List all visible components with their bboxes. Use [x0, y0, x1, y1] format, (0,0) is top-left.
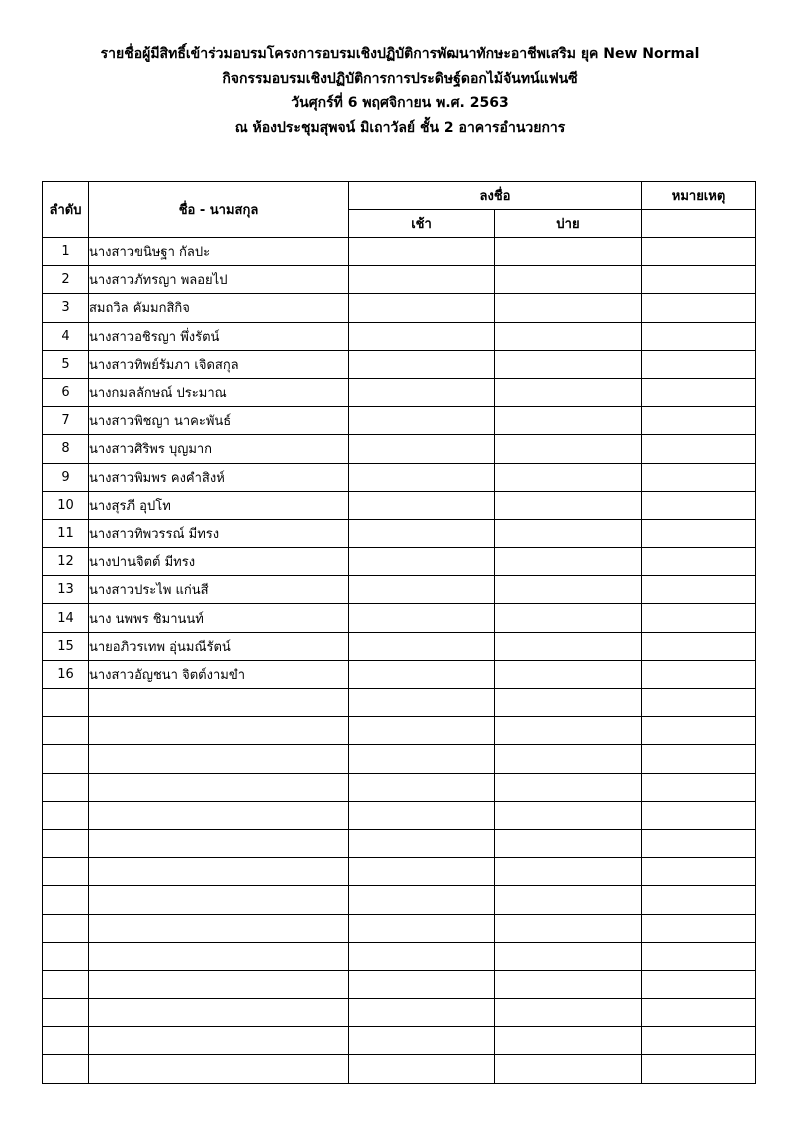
attendee-name	[89, 829, 349, 857]
morning-signature-cell	[349, 745, 495, 773]
morning-signature-cell	[349, 660, 495, 688]
event-venue: ณ ห้องประชุมสุพจน์ มิเถาวัลย์ ชั้น 2 อาคารอำนวยการ	[234, 119, 566, 136]
table-row	[43, 435, 756, 463]
table-row	[43, 632, 756, 660]
row-number: 5	[43, 350, 89, 378]
table-row	[43, 463, 756, 491]
attendee-name: นาง นพพร ชิมานนท์	[89, 604, 349, 632]
afternoon-signature-cell	[495, 970, 642, 998]
remark-cell	[642, 773, 756, 801]
table-row	[43, 801, 756, 829]
remark-cell	[642, 604, 756, 632]
remark-cell	[642, 491, 756, 519]
afternoon-signature-cell	[495, 238, 642, 266]
morning-signature-cell	[349, 886, 495, 914]
row-number	[43, 773, 89, 801]
attendee-name: นางสาวอชิรญา พึ่งรัตน์	[89, 322, 349, 350]
attendee-name: นางสาวทิพย์รัมภา เจิดสกุล	[89, 350, 349, 378]
morning-signature-cell	[349, 604, 495, 632]
table-row	[43, 407, 756, 435]
row-number: 11	[43, 519, 89, 547]
afternoon-signature-cell	[495, 604, 642, 632]
attendee-name	[89, 717, 349, 745]
table-row	[43, 519, 756, 547]
document-title: รายชื่อผู้มีสิทธิ์เข้าร่วมอบรมโครงการอบรมเชิงปฏิบัติการพัฒนาทักษะอาชีพเสริม ยุค New Normal	[100, 46, 700, 62]
afternoon-signature-cell	[495, 858, 642, 886]
afternoon-signature-cell	[495, 1027, 642, 1055]
column-header-sign: ลงชื่อ	[349, 182, 642, 210]
table-row	[43, 999, 756, 1027]
remark-cell	[642, 858, 756, 886]
attendee-name	[89, 745, 349, 773]
morning-signature-cell	[349, 576, 495, 604]
table-row	[43, 773, 756, 801]
remark-subheader-cell	[642, 210, 756, 238]
attendee-name: นางกมลลักษณ์ ประมาณ	[89, 378, 349, 406]
afternoon-signature-cell	[495, 463, 642, 491]
table-row	[43, 886, 756, 914]
remark-cell	[642, 378, 756, 406]
row-number	[43, 970, 89, 998]
attendee-name	[89, 914, 349, 942]
afternoon-signature-cell	[495, 717, 642, 745]
activity-title: กิจกรรมอบรมเชิงปฏิบัติการการประดิษฐ์ดอกไม้จันทน์แฟนซี	[222, 70, 578, 87]
morning-signature-cell	[349, 294, 495, 322]
remark-cell	[642, 717, 756, 745]
remark-cell	[642, 407, 756, 435]
table-row	[43, 829, 756, 857]
morning-signature-cell	[349, 491, 495, 519]
afternoon-signature-cell	[495, 378, 642, 406]
attendee-name	[89, 801, 349, 829]
attendee-name	[89, 1055, 349, 1083]
morning-signature-cell	[349, 970, 495, 998]
attendee-name	[89, 689, 349, 717]
attendee-name	[89, 773, 349, 801]
morning-signature-cell	[349, 632, 495, 660]
remark-cell	[642, 519, 756, 547]
morning-signature-cell	[349, 322, 495, 350]
afternoon-signature-cell	[495, 519, 642, 547]
row-number: 12	[43, 548, 89, 576]
morning-signature-cell	[349, 548, 495, 576]
morning-signature-cell	[349, 435, 495, 463]
remark-cell	[642, 1055, 756, 1083]
remark-cell	[642, 689, 756, 717]
row-number	[43, 801, 89, 829]
attendee-name	[89, 970, 349, 998]
table-row	[43, 266, 756, 294]
afternoon-signature-cell	[495, 999, 642, 1027]
afternoon-signature-cell	[495, 689, 642, 717]
remark-cell	[642, 576, 756, 604]
row-number: 8	[43, 435, 89, 463]
morning-signature-cell	[349, 914, 495, 942]
remark-cell	[642, 266, 756, 294]
row-number: 16	[43, 660, 89, 688]
row-number: 2	[43, 266, 89, 294]
morning-signature-cell	[349, 519, 495, 547]
table-row	[43, 717, 756, 745]
remark-cell	[642, 632, 756, 660]
row-number	[43, 942, 89, 970]
table-row	[43, 660, 756, 688]
morning-signature-cell	[349, 999, 495, 1027]
morning-signature-cell	[349, 238, 495, 266]
afternoon-signature-cell	[495, 548, 642, 576]
table-row	[43, 942, 756, 970]
attendee-name	[89, 999, 349, 1027]
morning-signature-cell	[349, 1027, 495, 1055]
table-row	[43, 604, 756, 632]
row-number	[43, 689, 89, 717]
afternoon-signature-cell	[495, 576, 642, 604]
attendee-name	[89, 858, 349, 886]
attendee-name: นางสาวภัทรญา พลอยไป	[89, 266, 349, 294]
remark-cell	[642, 350, 756, 378]
morning-signature-cell	[349, 463, 495, 491]
afternoon-signature-cell	[495, 294, 642, 322]
morning-signature-cell	[349, 829, 495, 857]
remark-cell	[642, 914, 756, 942]
morning-signature-cell	[349, 407, 495, 435]
afternoon-signature-cell	[495, 914, 642, 942]
attendee-name: นางปานจิตต์ มีทรง	[89, 548, 349, 576]
remark-cell	[642, 886, 756, 914]
table-row	[43, 970, 756, 998]
attendee-name: นางสาวขนิษฐา กัลปะ	[89, 238, 349, 266]
remark-cell	[642, 294, 756, 322]
remark-cell	[642, 238, 756, 266]
row-number: 1	[43, 238, 89, 266]
row-number: 6	[43, 378, 89, 406]
afternoon-signature-cell	[495, 407, 642, 435]
table-row	[43, 689, 756, 717]
table-row	[43, 238, 756, 266]
row-number	[43, 914, 89, 942]
afternoon-signature-cell	[495, 632, 642, 660]
attendee-name: นางสาวอัญชนา จิตต์งามขำ	[89, 660, 349, 688]
table-row	[43, 1055, 756, 1083]
column-header-name: ชื่อ - นามสกุล	[89, 182, 349, 238]
afternoon-signature-cell	[495, 660, 642, 688]
remark-cell	[642, 463, 756, 491]
table-header-row	[43, 182, 756, 210]
attendee-name: นายอภิวรเทพ อุ่นมณีรัตน์	[89, 632, 349, 660]
remark-cell	[642, 435, 756, 463]
table-row	[43, 294, 756, 322]
afternoon-signature-cell	[495, 435, 642, 463]
morning-signature-cell	[349, 689, 495, 717]
afternoon-signature-cell	[495, 491, 642, 519]
table-row	[43, 1027, 756, 1055]
attendee-name: นางสุรภี อุปโท	[89, 491, 349, 519]
attendee-name	[89, 1027, 349, 1055]
remark-cell	[642, 660, 756, 688]
table-row	[43, 576, 756, 604]
row-number	[43, 886, 89, 914]
row-number	[43, 829, 89, 857]
attendee-name	[89, 886, 349, 914]
row-number: 4	[43, 322, 89, 350]
row-number: 13	[43, 576, 89, 604]
morning-signature-cell	[349, 942, 495, 970]
afternoon-signature-cell	[495, 1055, 642, 1083]
column-header-afternoon: บ่าย	[495, 210, 642, 238]
remark-cell	[642, 829, 756, 857]
row-number	[43, 858, 89, 886]
remark-cell	[642, 942, 756, 970]
morning-signature-cell	[349, 266, 495, 294]
remark-cell	[642, 801, 756, 829]
attendee-name: นางสาวทิพวรรณ์ มีทรง	[89, 519, 349, 547]
remark-cell	[642, 745, 756, 773]
afternoon-signature-cell	[495, 322, 642, 350]
attendee-name: นางสาวพิชญา นาคะพันธ์	[89, 407, 349, 435]
morning-signature-cell	[349, 858, 495, 886]
table-row	[43, 491, 756, 519]
remark-cell	[642, 548, 756, 576]
column-header-no: ลำดับ	[43, 182, 89, 238]
attendee-name: นางสาวประไพ แก่นสี	[89, 576, 349, 604]
table-row	[43, 322, 756, 350]
row-number: 7	[43, 407, 89, 435]
row-number	[43, 1055, 89, 1083]
row-number	[43, 717, 89, 745]
table-row	[43, 858, 756, 886]
afternoon-signature-cell	[495, 801, 642, 829]
table-row	[43, 548, 756, 576]
row-number: 9	[43, 463, 89, 491]
column-header-morning: เช้า	[349, 210, 495, 238]
attendee-name: สมถวิล คัมมกสิกิจ	[89, 294, 349, 322]
document-header	[0, 42, 800, 140]
table-row	[43, 914, 756, 942]
event-date: วันศุกร์ที่ 6 พฤศจิกายน พ.ศ. 2563	[291, 95, 509, 111]
row-number	[43, 1027, 89, 1055]
attendee-name	[89, 942, 349, 970]
morning-signature-cell	[349, 773, 495, 801]
row-number: 10	[43, 491, 89, 519]
afternoon-signature-cell	[495, 266, 642, 294]
afternoon-signature-cell	[495, 350, 642, 378]
morning-signature-cell	[349, 378, 495, 406]
row-number	[43, 999, 89, 1027]
remark-cell	[642, 970, 756, 998]
morning-signature-cell	[349, 1055, 495, 1083]
table-row	[43, 378, 756, 406]
afternoon-signature-cell	[495, 773, 642, 801]
attendee-name: นางสาวพิมพร คงคำสิงห์	[89, 463, 349, 491]
afternoon-signature-cell	[495, 886, 642, 914]
morning-signature-cell	[349, 801, 495, 829]
row-number: 15	[43, 632, 89, 660]
morning-signature-cell	[349, 350, 495, 378]
afternoon-signature-cell	[495, 745, 642, 773]
morning-signature-cell	[349, 717, 495, 745]
attendance-table	[42, 181, 756, 1084]
row-number	[43, 745, 89, 773]
table-row	[43, 350, 756, 378]
row-number: 14	[43, 604, 89, 632]
column-header-remark: หมายเหตุ	[642, 182, 756, 210]
attendee-name: นางสาวศิริพร บุญมาก	[89, 435, 349, 463]
afternoon-signature-cell	[495, 829, 642, 857]
remark-cell	[642, 1027, 756, 1055]
afternoon-signature-cell	[495, 942, 642, 970]
row-number: 3	[43, 294, 89, 322]
remark-cell	[642, 322, 756, 350]
remark-cell	[642, 999, 756, 1027]
table-row	[43, 745, 756, 773]
